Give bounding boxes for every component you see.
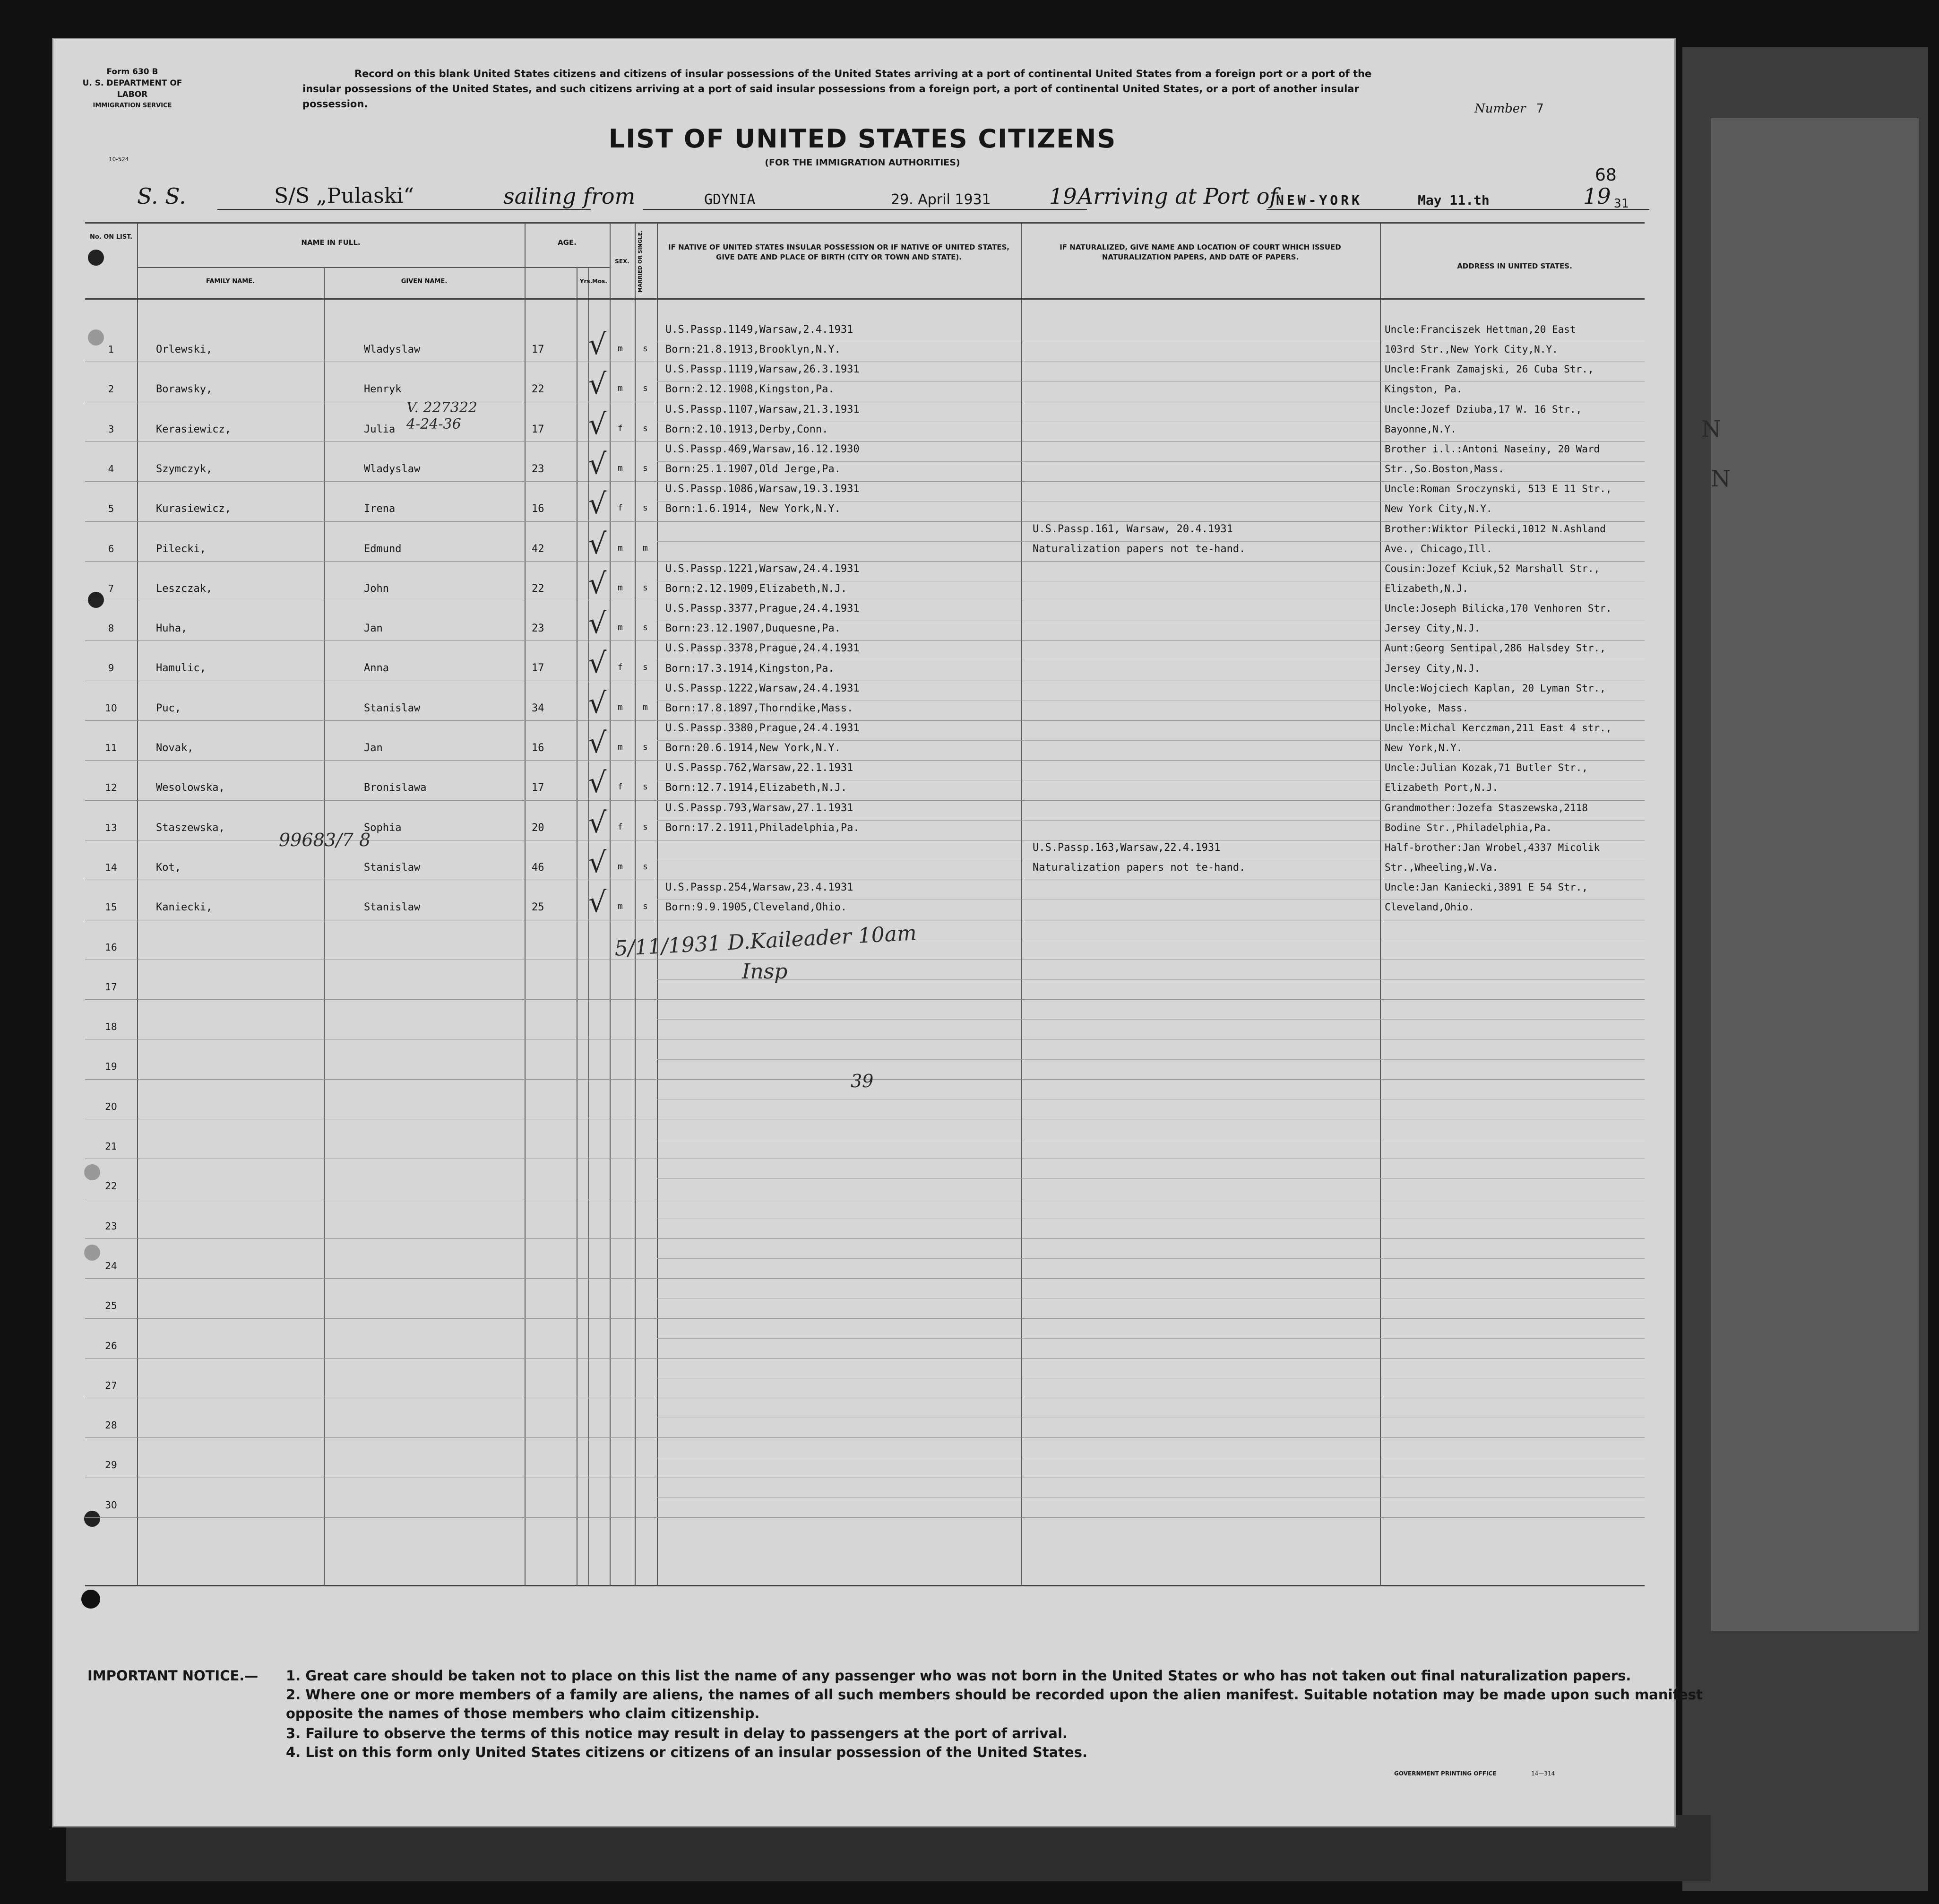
line-number: 23 [105, 1220, 117, 1232]
naturalization-info: U.S.Passp.161, Warsaw, 20.4.1931 [1033, 523, 1233, 535]
year-label: 19 [1049, 183, 1077, 209]
us-address: Uncle:Franciszek Hettman,20 East [1385, 324, 1576, 335]
check-mark: √ [588, 846, 607, 879]
age-years: 25 [532, 901, 544, 914]
header-name-in-full: NAME IN FULL. [301, 238, 361, 247]
check-mark: √ [588, 806, 607, 839]
family-name: Wesolowska, [156, 782, 225, 794]
header-naturalized: IF NATURALIZED, GIVE NAME AND LOCATION OF COURT WHICH ISSUED NATURALIZATION PAPERS, AND DATE OF PAPERS. [1060, 243, 1341, 261]
sex: m [618, 623, 623, 633]
list-number [1474, 102, 1544, 116]
line-number: 2 [108, 383, 114, 395]
naturalization-info: U.S.Passp.163,Warsaw,22.4.1931 [1033, 841, 1221, 854]
check-mark: √ [588, 727, 607, 760]
sex: m [618, 383, 623, 394]
ruled-line [657, 1497, 1645, 1498]
birth-info: Born:21.8.1913,Brooklyn,N.Y. [665, 344, 841, 356]
age-years: 16 [532, 503, 544, 515]
line-number: 10 [105, 702, 117, 714]
us-address: Brother:Wiktor Pilecki,1012 N.Ashland [1385, 523, 1606, 535]
marital-status: s [643, 861, 648, 872]
age-years: 17 [532, 344, 544, 355]
birth-info: Born:17.3.1914,Kingston,Pa. [665, 662, 835, 675]
port-to: NEW-YORK [1276, 192, 1362, 208]
family-name: Hamulic, [156, 662, 206, 675]
line-number: 28 [105, 1419, 117, 1431]
birth-info: Born:1.6.1914, New York,N.Y. [665, 503, 841, 515]
sail-date: 29. April 1931 [891, 191, 991, 208]
us-address: Uncle:Frank Zamajski, 26 Cuba Str., [1385, 363, 1594, 375]
sex: m [618, 742, 623, 752]
us-address: 103rd Str.,New York City,N.Y. [1385, 344, 1558, 355]
arriving-label: Arriving at Port of [1077, 183, 1278, 209]
ruled-line [657, 541, 1645, 542]
us-address: Grandmother:Jozefa Staszewska,2118 [1385, 802, 1588, 814]
underlying-sheet [1711, 118, 1919, 1631]
ruled-line [85, 1278, 1645, 1279]
naturalization-info: Naturalization papers not te-hand. [1033, 862, 1246, 874]
birth-info: Born:2.12.1908,Kingston,Pa. [665, 383, 835, 396]
us-address: Cousin:Jozef Kciuk,52 Marshall Str., [1385, 563, 1600, 574]
us-address: Uncle:Wojciech Kaplan, 20 Lyman Str., [1385, 682, 1606, 694]
check-mark: √ [588, 407, 607, 441]
age-years: 20 [532, 822, 544, 834]
handwritten-note: 99683/7 8 [279, 830, 371, 850]
birth-info: Born:2.12.1909,Elizabeth,N.J. [665, 582, 847, 595]
form-code: 10-524 [109, 156, 129, 163]
age-years: 22 [532, 582, 544, 595]
family-name: Huha, [156, 623, 188, 635]
marital-status: s [643, 463, 648, 473]
ss-label: S. S. [137, 183, 186, 209]
passport-info: U.S.Passp.1221,Warsaw,24.4.1931 [665, 563, 860, 575]
marital-status: s [643, 822, 648, 832]
form-number: Form 630 B [106, 67, 158, 77]
header-address: ADDRESS IN UNITED STATES. [1457, 262, 1572, 270]
sex: m [618, 702, 623, 712]
us-address: New York City,N.Y. [1385, 503, 1492, 515]
handwritten-note: 39 [851, 1071, 874, 1091]
ruled-line [657, 979, 1645, 980]
passport-info: U.S.Passp.3377,Prague,24.4.1931 [665, 603, 860, 615]
marital-status: s [643, 782, 648, 792]
family-name: Staszewska, [156, 822, 225, 834]
marital-status: s [643, 662, 648, 673]
given-name: Stanislaw [364, 861, 421, 874]
us-address: Bodine Str.,Philadelphia,Pa. [1385, 822, 1552, 833]
naturalization-info: Naturalization papers not te-hand. [1033, 543, 1246, 555]
passport-info: U.S.Passp.1107,Warsaw,21.3.1931 [665, 403, 860, 415]
family-name: Szymczyk, [156, 463, 213, 475]
check-mark: √ [588, 447, 607, 481]
passport-info: U.S.Passp.762,Warsaw,22.1.1931 [665, 762, 853, 774]
arrival-date: May 11.th [1418, 192, 1490, 208]
passport-info: U.S.Passp.1222,Warsaw,24.4.1931 [665, 682, 860, 694]
department: U. S. DEPARTMENT OF LABOR [82, 78, 182, 99]
ruled-line [85, 1517, 1645, 1518]
header-yrs: Yrs. [579, 278, 593, 285]
age-years: 17 [532, 662, 544, 675]
us-address: Uncle:Joseph Bilicka,170 Venhoren Str. [1385, 603, 1612, 614]
ruled-line [85, 441, 1645, 442]
sex: f [618, 423, 623, 433]
line-number: 30 [105, 1499, 117, 1511]
check-mark: √ [588, 368, 607, 401]
given-name: Anna [364, 662, 389, 675]
line-number: 22 [105, 1180, 117, 1192]
ruled-line [657, 381, 1645, 382]
age-years: 23 [532, 463, 544, 475]
margin-mark: N [1711, 466, 1731, 492]
ruled-line [85, 1318, 1645, 1319]
us-address: Elizabeth Port,N.J. [1385, 782, 1499, 794]
family-name: Kot, [156, 861, 181, 874]
us-address: Ave., Chicago,Ill. [1385, 543, 1492, 554]
sex: m [618, 861, 623, 872]
given-name: Julia [364, 423, 396, 435]
header-family-name: FAMILY NAME. [206, 278, 255, 285]
marital-status: s [643, 503, 648, 513]
age-years: 23 [532, 623, 544, 635]
marital-status: s [643, 423, 648, 433]
family-name: Puc, [156, 702, 181, 714]
marital-status: s [643, 901, 648, 912]
us-address: Bayonne,N.Y. [1385, 423, 1456, 435]
check-mark: √ [588, 567, 607, 600]
given-name: Stanislaw [364, 702, 421, 714]
passport-info: U.S.Passp.3380,Prague,24.4.1931 [665, 722, 860, 734]
birth-info: Born:20.6.1914,New York,N.Y. [665, 742, 841, 754]
birth-info: Born:9.9.1905,Cleveland,Ohio. [665, 901, 847, 914]
sex: m [618, 344, 623, 354]
line-number: 5 [108, 503, 114, 515]
sex: m [618, 901, 623, 912]
marital-status: s [643, 383, 648, 394]
margin-mark: N [1701, 416, 1721, 442]
us-address: Jersey City,N.J. [1385, 662, 1481, 674]
sex: f [618, 503, 623, 513]
age-years: 34 [532, 702, 544, 714]
line-number: 9 [108, 662, 114, 674]
given-name: Jan [364, 742, 383, 754]
sex: f [618, 782, 623, 792]
marital-status: m [643, 702, 648, 712]
header-birth: IF NATIVE OF UNITED STATES INSULAR POSSESSION OR IF NATIVE OF UNITED STATES, GIVE DATE AND PLACE OF BIRTH (CITY OR TOWN AND STATE). [668, 243, 1009, 261]
us-address: Uncle:Michal Kerczman,211 East 4 str., [1385, 722, 1612, 734]
family-name: Borawsky, [156, 383, 213, 396]
passport-info: U.S.Passp.793,Warsaw,27.1.1931 [665, 802, 853, 814]
check-mark: √ [588, 607, 607, 640]
birth-info: Born:17.2.1911,Philadelphia,Pa. [665, 822, 860, 834]
age-years: 17 [532, 782, 544, 794]
given-name: Henryk [364, 383, 402, 396]
check-mark: √ [588, 647, 607, 680]
given-name: Wladyslaw [364, 344, 421, 355]
given-name: John [364, 582, 389, 595]
line-number: 20 [105, 1100, 117, 1112]
ruled-line [85, 1358, 1645, 1359]
inspector-stamp: Insp [742, 960, 788, 984]
sex: f [618, 822, 623, 832]
ruled-line [657, 461, 1645, 462]
line-number: 15 [105, 901, 117, 913]
line-number: 21 [105, 1141, 117, 1152]
given-name: Bronislawa [364, 782, 427, 794]
ruled-line [657, 1338, 1645, 1339]
ruled-line [85, 720, 1645, 721]
ruled-line [657, 1019, 1645, 1020]
age-years: 42 [532, 543, 544, 555]
header-no-on-list: No. ON LIST. [89, 234, 133, 241]
line-number: 19 [105, 1061, 117, 1073]
sex: m [618, 463, 623, 473]
port-from: GDYNIA [704, 191, 756, 208]
family-name: Pilecki, [156, 543, 206, 555]
us-address: Uncle:Roman Sroczynski, 513 E 11 Str., [1385, 483, 1612, 495]
notice-item: 3. Failure to observe the terms of this notice may result in delay to passengers at the port of arrival. [286, 1725, 1068, 1741]
page-title: LIST OF UNITED STATES CITIZENS [608, 124, 1117, 154]
ruled-line [85, 1238, 1645, 1239]
voyage-line [85, 175, 1645, 217]
us-address: Kingston, Pa. [1385, 383, 1463, 395]
us-address: Str.,Wheeling,W.Va. [1385, 862, 1499, 874]
header-age: AGE. [558, 238, 577, 247]
line-number: 17 [105, 981, 117, 993]
line-number: 27 [105, 1379, 117, 1391]
family-name: Novak, [156, 742, 194, 754]
marital-status: s [643, 742, 648, 752]
notice-item: 2. Where one or more members of a family are aliens, the names of all such members should be recorded upon the alien manifest. Suitable notation may be made upon such manifest opposite the names of those members who claim citizenship. [286, 1687, 1703, 1722]
ruled-line [657, 740, 1645, 741]
given-name: Edmund [364, 543, 402, 555]
handwritten-note: 4-24-36 [406, 416, 461, 433]
printer-code: 14—314 [1531, 1770, 1555, 1777]
us-address: Str.,So.Boston,Mass. [1385, 463, 1504, 475]
ruled-line [85, 760, 1645, 761]
line-number: 24 [105, 1260, 117, 1272]
line-number: 29 [105, 1459, 117, 1471]
service: IMMIGRATION SERVICE [93, 102, 172, 109]
us-address: Half-brother:Jan Wrobel,4337 Micolik [1385, 841, 1600, 853]
marital-status: m [643, 543, 648, 553]
ruled-line [657, 820, 1645, 821]
notice-lead: IMPORTANT NOTICE.— [87, 1668, 259, 1684]
sex: m [618, 582, 623, 593]
birth-info: Born:12.7.1914,Elizabeth,N.J. [665, 782, 847, 794]
ruled-line [85, 521, 1645, 522]
us-address: New York,N.Y. [1385, 742, 1463, 754]
sex: f [618, 662, 623, 673]
line-number: 3 [108, 423, 114, 435]
passport-info: U.S.Passp.1149,Warsaw,2.4.1931 [665, 324, 853, 336]
family-name: Orlewski, [156, 344, 213, 355]
passport-info: U.S.Passp.1119,Warsaw,26.3.1931 [665, 363, 860, 376]
punch-hole [81, 1590, 100, 1609]
given-name: Wladyslaw [364, 463, 421, 475]
us-address: Holyoke, Mass. [1385, 702, 1469, 714]
marital-status: s [643, 582, 648, 593]
family-name: Kaniecki, [156, 901, 213, 914]
line-number: 7 [108, 582, 114, 594]
age-years: 46 [532, 861, 544, 874]
given-name: Jan [364, 623, 383, 635]
sailing-label: sailing from [503, 183, 636, 209]
number-value: 7 [1536, 102, 1544, 116]
line-number: 11 [105, 742, 117, 753]
us-address: Uncle:Julian Kozak,71 Butler Str., [1385, 762, 1588, 774]
age-years: 17 [532, 423, 544, 435]
inspector-stamp: 5/11/1931 D.Kaileader 10am [614, 921, 917, 961]
header-mos: Mos. [592, 278, 607, 285]
ruled-line [85, 1437, 1645, 1438]
header-married-single: MARRIED OR SINGLE. [637, 230, 643, 293]
line-number: 1 [108, 344, 114, 355]
line-number: 8 [108, 623, 114, 634]
form-identifier [76, 66, 189, 112]
line-number: 16 [105, 941, 117, 953]
line-number: 18 [105, 1021, 117, 1033]
handwritten-note: V. 227322 [406, 399, 478, 416]
family-name: Kerasiewicz, [156, 423, 231, 435]
printer-credit: GOVERNMENT PRINTING OFFICE [1394, 1770, 1497, 1777]
us-address: Jersey City,N.J. [1385, 623, 1481, 634]
line-number: 25 [105, 1300, 117, 1312]
ruled-line [85, 999, 1645, 1000]
page-subtitle: (FOR THE IMMIGRATION AUTHORITIES) [765, 157, 960, 168]
passport-info: U.S.Passp.254,Warsaw,23.4.1931 [665, 882, 853, 894]
arrival-year-prefix: 19 [1583, 183, 1611, 209]
given-name: Sophia [364, 822, 402, 834]
line-number: 4 [108, 463, 114, 475]
line-number: 13 [105, 822, 117, 833]
marital-status: s [643, 344, 648, 354]
family-name: Kurasiewicz, [156, 503, 231, 515]
us-address: Brother i.l.:Antoni Naseiny, 20 Ward [1385, 443, 1600, 455]
ruled-line [657, 1258, 1645, 1259]
number-label: Number [1474, 102, 1526, 116]
check-mark: √ [588, 527, 607, 561]
notice-item: 1. Great care should be taken not to place on this list the name of any passenger who was not born in the United States or who has not taken out final naturalization papers. [286, 1668, 1631, 1684]
birth-info: Born:2.10.1913,Derby,Conn. [665, 423, 828, 435]
line-number: 14 [105, 861, 117, 873]
marital-status: s [643, 623, 648, 633]
ruled-line [85, 640, 1645, 641]
age-years: 16 [532, 742, 544, 754]
passport-info: U.S.Passp.3378,Prague,24.4.1931 [665, 642, 860, 655]
us-address: Uncle:Jozef Dziuba,17 W. 16 Str., [1385, 403, 1582, 415]
ruled-line [85, 561, 1645, 562]
us-address: Aunt:Georg Sentipal,286 Halsdey Str., [1385, 642, 1606, 654]
check-mark: √ [588, 766, 607, 800]
page-number: 68 [1595, 165, 1617, 185]
given-name: Stanislaw [364, 901, 421, 914]
ruled-line [85, 800, 1645, 801]
sex: m [618, 543, 623, 553]
ruled-line [657, 1059, 1645, 1060]
notice-item: 4. List on this form only United States citizens or citizens of an insular possession of the United States. [286, 1744, 1087, 1760]
us-address: Elizabeth,N.J. [1385, 582, 1469, 594]
line-number: 12 [105, 782, 117, 794]
birth-info: Born:23.12.1907,Duquesne,Pa. [665, 623, 841, 635]
check-mark: √ [588, 886, 607, 919]
line-number: 26 [105, 1340, 117, 1351]
ruled-line [85, 481, 1645, 482]
passport-info: U.S.Passp.469,Warsaw,16.12.1930 [665, 443, 860, 455]
check-mark: √ [588, 328, 607, 361]
check-mark: √ [588, 487, 607, 521]
arrival-year-suffix: 31 [1614, 197, 1629, 211]
ship-name: S/S „Pulaski“ [274, 184, 414, 208]
us-address: Uncle:Jan Kaniecki,3891 E 54 Str., [1385, 882, 1588, 893]
header-given-name: GIVEN NAME. [401, 278, 448, 285]
us-address: Cleveland,Ohio. [1385, 901, 1474, 913]
birth-info: Born:17.8.1897,Thorndike,Mass. [665, 702, 853, 714]
given-name: Irena [364, 503, 396, 515]
passport-info: U.S.Passp.1086,Warsaw,19.3.1931 [665, 483, 860, 495]
ruled-line [657, 501, 1645, 502]
check-mark: √ [588, 686, 607, 720]
line-number: 6 [108, 543, 114, 554]
intro-text: Record on this blank United States citizens and citizens of insular possessions of the United States arriving at a port of continental United States from a foreign port or a port of the insular possessions of the United States, and such citizens arriving at a port of said insular possessions from a foreign port, a port of continental United States, or a port of another insular possession. [302, 68, 1372, 110]
manifest-table [85, 222, 1645, 1586]
birth-info: Born:25.1.1907,Old Jerge,Pa. [665, 463, 841, 476]
header-sex: SEX. [615, 258, 629, 265]
ruled-line [657, 1178, 1645, 1179]
age-years: 22 [532, 383, 544, 396]
family-name: Leszczak, [156, 582, 213, 595]
